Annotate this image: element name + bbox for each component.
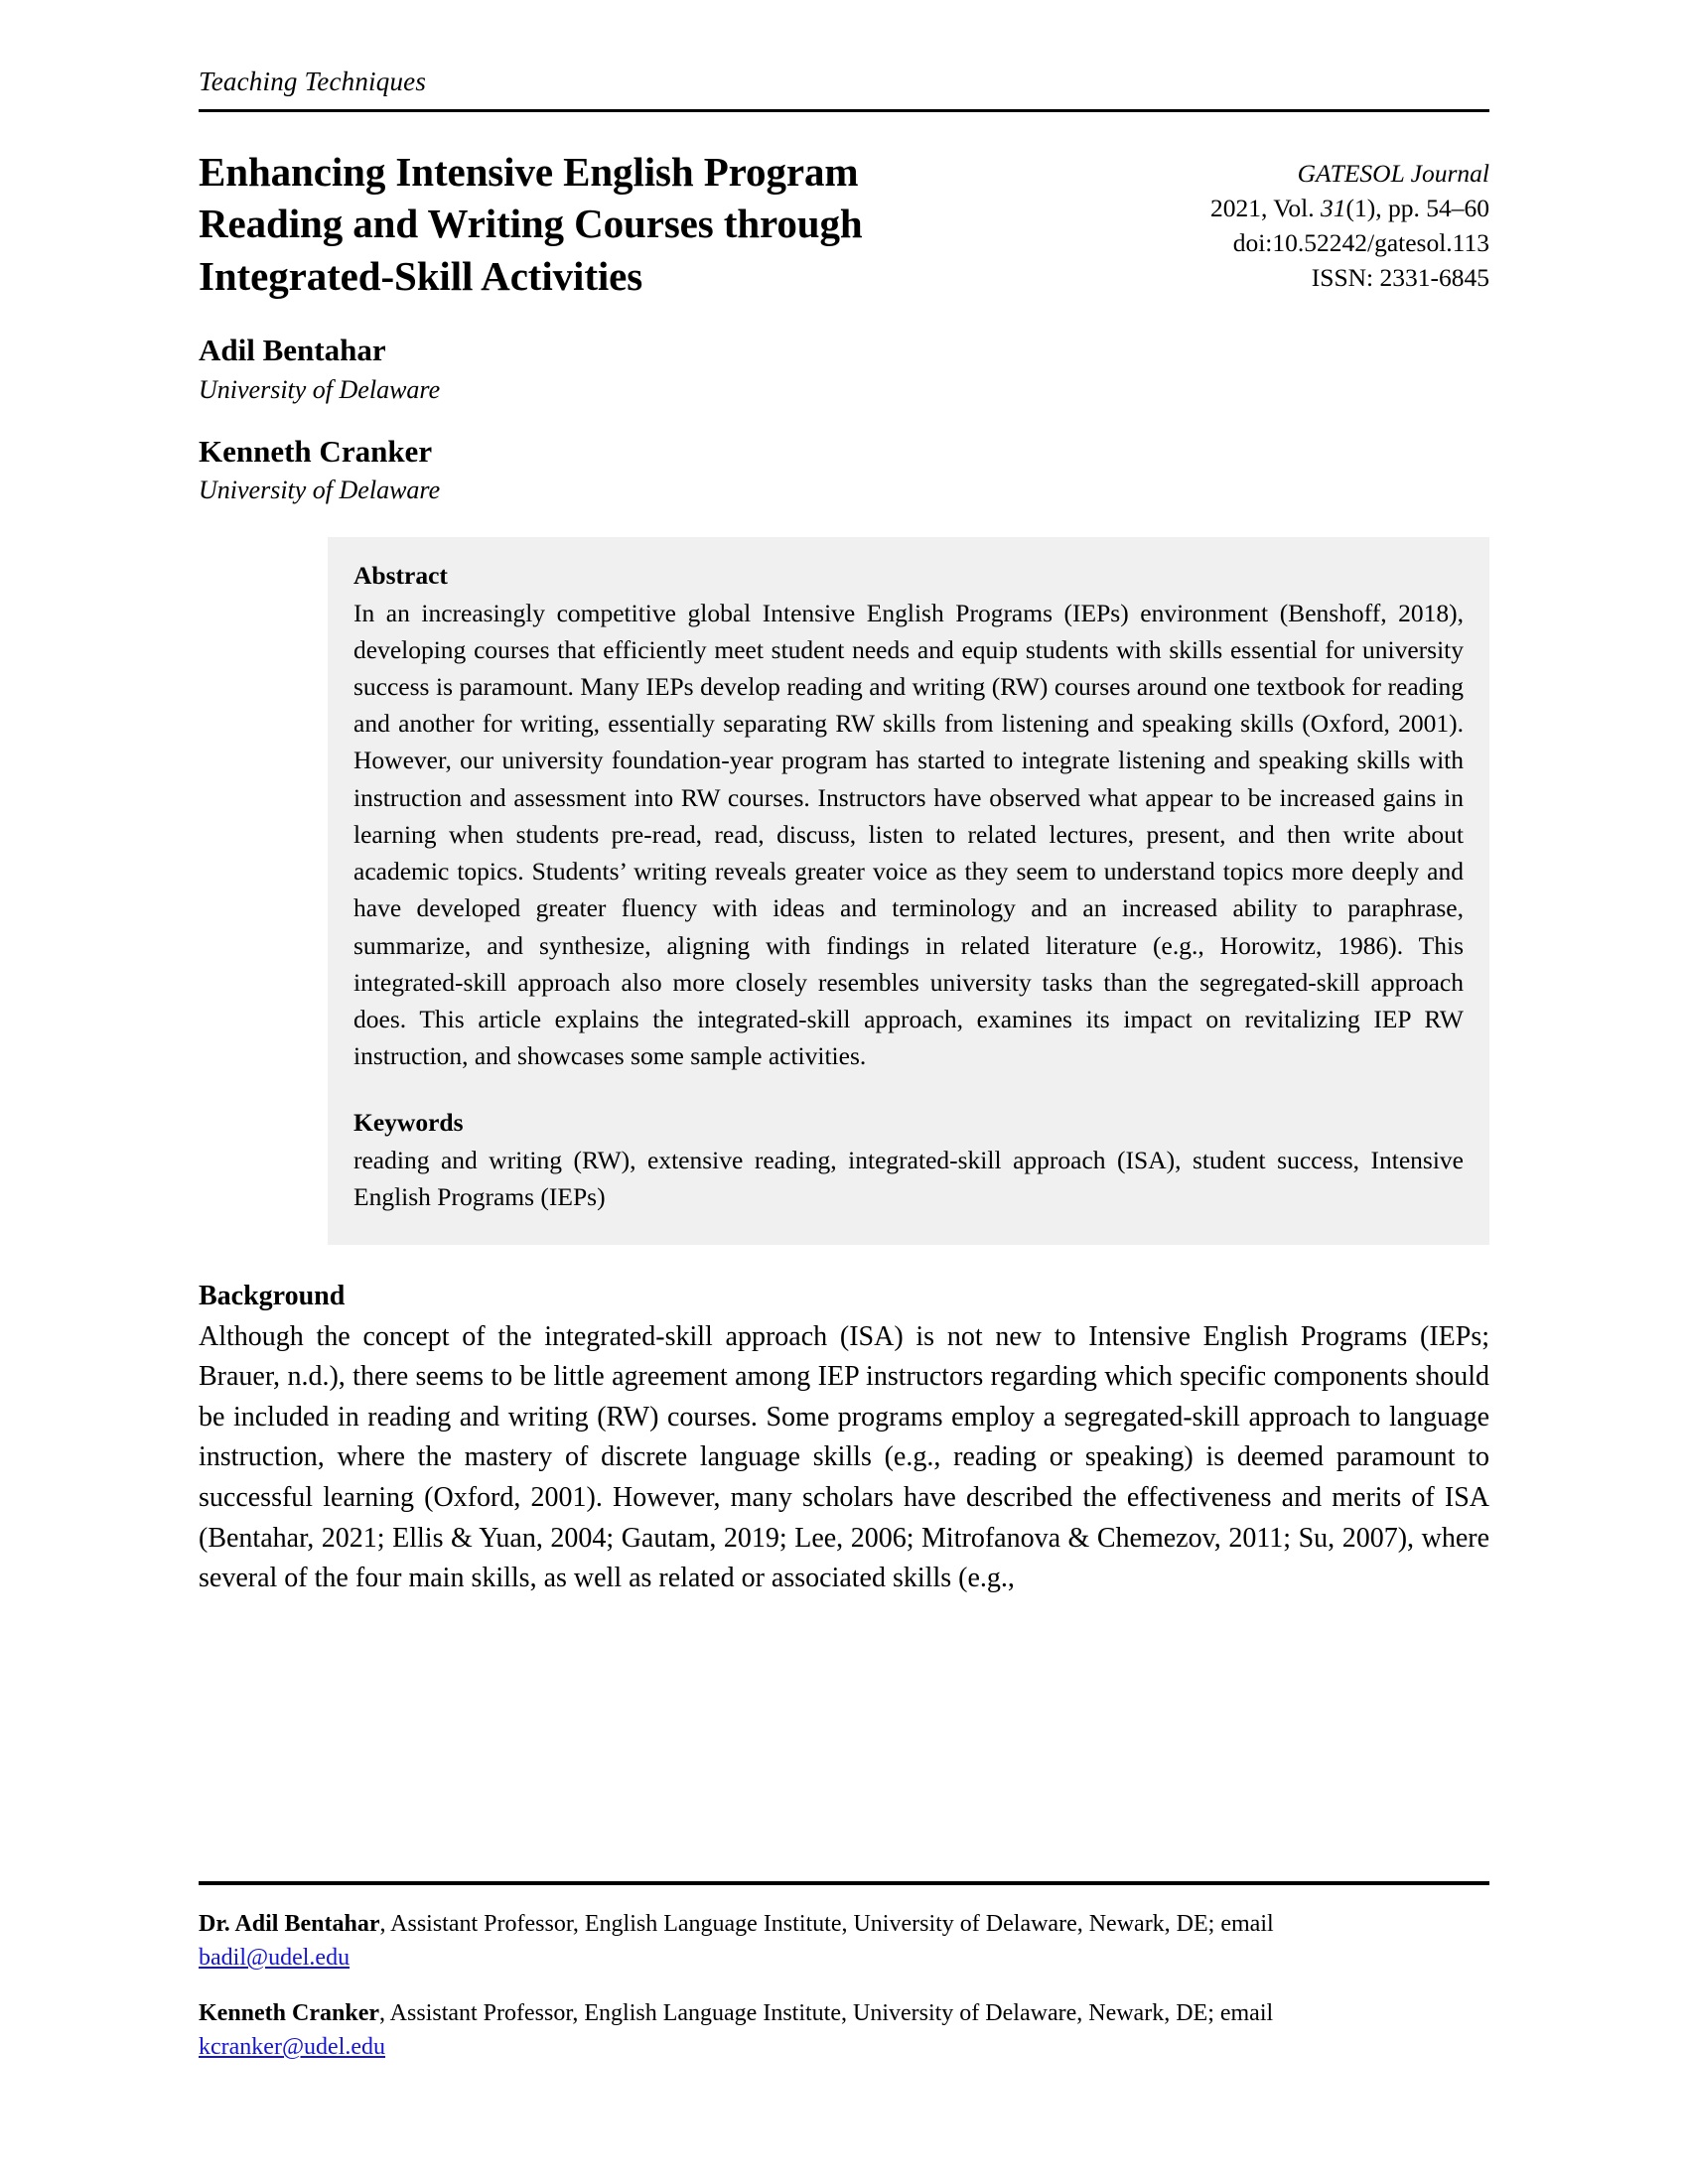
journal-volume-number: 31	[1321, 193, 1346, 222]
background-heading: Background	[199, 1281, 346, 1312]
journal-name: GATESOL Journal	[1297, 158, 1489, 188]
footnote-rule	[199, 1881, 1489, 1885]
journal-issue-pages: (1), pp. 54–60	[1345, 193, 1489, 222]
journal-doi: doi:10.52242/gatesol.113	[1232, 228, 1489, 258]
author-affiliation: University of Delaware	[199, 476, 441, 505]
footnote-email-link[interactable]: kcranker@udel.edu	[199, 2034, 386, 2061]
author-name: Kenneth Cranker	[199, 433, 433, 469]
author-entry	[199, 433, 1489, 508]
author-entry	[199, 332, 1489, 407]
footnote-item	[199, 1907, 1489, 1975]
page-content	[199, 0, 1489, 1599]
author-affiliation: University of Delaware	[199, 374, 441, 404]
abstract-box	[328, 537, 1489, 1245]
keywords-text: reading and writing (RW), extensive reading, integrated-skill approach (ISA), student success, Intensive English Programs (IEPs)	[353, 1145, 1464, 1212]
abstract-text: In an increasingly competitive global Intensive English Programs (IEPs) environment (Benshoff, 2018), developing courses that efficiently meet student needs and equip students with skills essential for university success is paramount. Many IEPs develop reading and writing (RW) courses around one textbook for reading and another for writing, essentially separating RW skills from listening and speaking skills (Oxford, 2001). However, our university foundation-year program has started to integrate listening and speaking skills with instruction and assessment into RW courses. Instructors have observed what appear to be increased gains in learning when students pre-read, read, discuss, listen to related lectures, present, and then write about academic topics. Students’ writing reveals greater voice as they seem to understand topics more deeply and have developed greater fluency with ideas and terminology and an increased ability to paraphrase, summarize, and synthesize, aligning with findings in related literature (e.g., Horowitz, 1986). This integrated-skill approach also more closely resembles university tasks than the segregated-skill approach does. This article explains the integrated-skill approach, examines its impact on revitalizing IEP RW instruction, and showcases some sample activities.	[353, 598, 1464, 1071]
footnote-author-name: Dr. Adil Bentahar	[199, 1911, 380, 1937]
running-head: Teaching Techniques	[199, 67, 427, 96]
footnote-detail: , Assistant Professor, English Language Institute, University of Delaware, Newark, DE; email	[379, 1911, 1274, 1937]
page-title: Enhancing Intensive English Program Reading and Writing Courses through Integrated-Skill Activities	[199, 148, 863, 299]
journal-metadata	[1072, 146, 1489, 296]
journal-volume-line	[1072, 191, 1489, 225]
author-list	[199, 332, 1489, 507]
author-name: Adil Bentahar	[199, 333, 386, 368]
footnote-area	[199, 1881, 1489, 2064]
header-rule	[199, 109, 1489, 112]
footnote-detail: , Assistant Professor, English Language Institute, University of Delaware, Newark, DE; email	[379, 2000, 1274, 2027]
keywords-heading: Keywords	[353, 1108, 464, 1138]
journal-year-volume-prefix: 2021, Vol.	[1210, 193, 1322, 222]
footnote-email-link[interactable]: badil@udel.edu	[199, 1945, 351, 1972]
abstract-heading: Abstract	[353, 561, 448, 591]
background-paragraph: Although the concept of the integrated-skill approach (ISA) is not new to Intensive English Programs (IEPs; Brauer, n.d.), there seems to be little agreement among IEP instructors regarding which specific components should be included in reading and writing (RW) courses. Some programs employ a segregated-skill approach to language instruction, where the mastery of discrete language skills (e.g., reading or speaking) is deemed paramount to successful learning (Oxford, 2001). However, many scholars have described the effectiveness and merits of ISA (Bentahar, 2021; Ellis & Yuan, 2004; Gautam, 2019; Lee, 2006; Mitrofanova & Chemezov, 2011; Su, 2007), where several of the four main skills, as well as related or associated skills (e.g.,	[199, 1320, 1489, 1594]
title-and-journal-block	[199, 146, 1489, 302]
footnote-item	[199, 1996, 1489, 2064]
footnote-author-name: Kenneth Cranker	[199, 2000, 379, 2027]
journal-issn: ISSN: 2331-6845	[1311, 263, 1489, 293]
